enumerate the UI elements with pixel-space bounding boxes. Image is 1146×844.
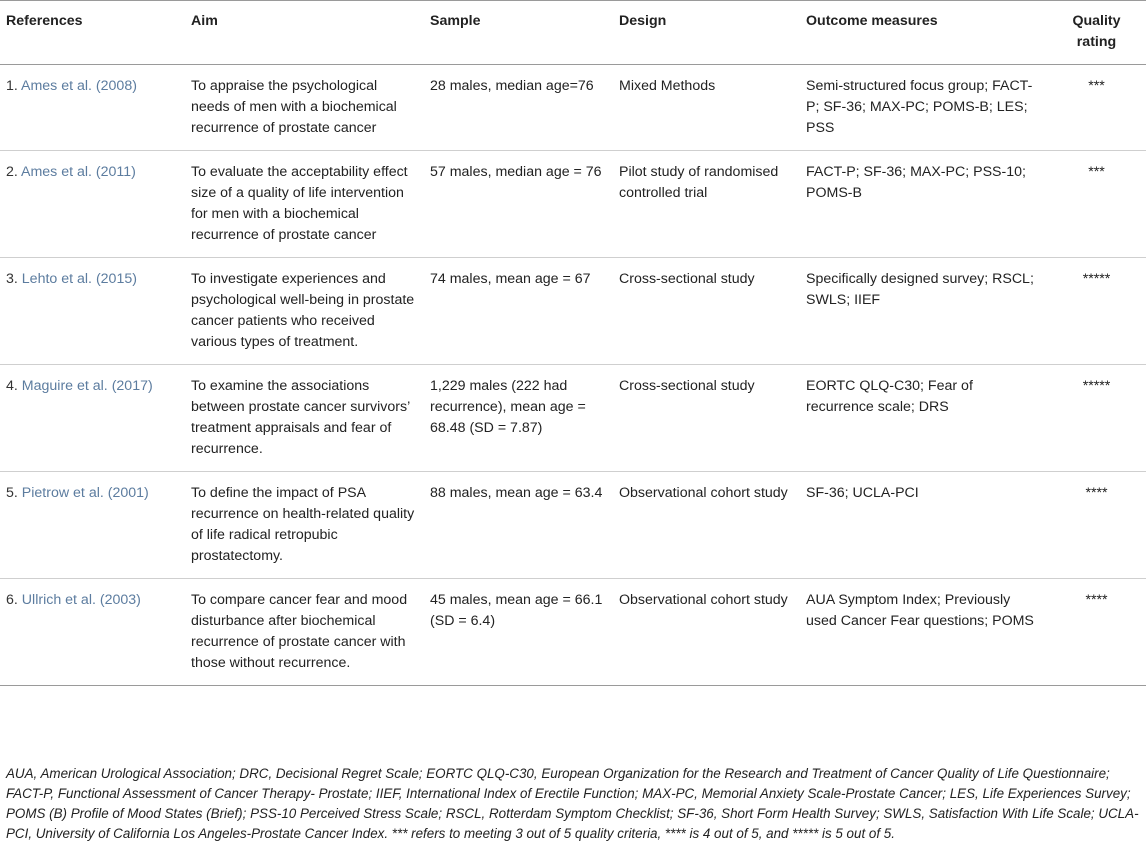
- cell-reference: [0, 151, 185, 258]
- cell-aim: To appraise the psychological needs of men with a biochemical recurrence of prostate cancer: [185, 65, 424, 151]
- cell-aim: To compare cancer fear and mood disturbance after biochemical recurrence of prostate cancer with those without recurrence.: [185, 579, 424, 686]
- cell-design: Cross-sectional study: [613, 365, 800, 472]
- cell-rating: *****: [1047, 365, 1146, 472]
- cell-rating: *****: [1047, 258, 1146, 365]
- cell-rating: ****: [1047, 472, 1146, 579]
- cell-sample: 74 males, mean age = 67: [424, 258, 613, 365]
- header-design: Design: [613, 1, 800, 65]
- row-number: 2.: [6, 164, 18, 180]
- row-number: 1.: [6, 78, 18, 94]
- row-number: 3.: [6, 271, 18, 287]
- cell-sample: 88 males, mean age = 63.4: [424, 472, 613, 579]
- table-row: [0, 365, 1146, 472]
- table-footnote: AUA, American Urological Association; DRC, Decisional Regret Scale; EORTC QLQ-C30, European Organization for the Research and Treatment of Cancer Quality of Life Questionnaire; FACT-P, Functional Assessment of Cancer Therapy- Prostate; IIEF, International Index of Erectile Function; MAX-PC, Memorial Anxiety Scale-Prostate Cancer; LES, Life Experiences Survey; POMS (B) Profile of Mood States (Brief); PSS-10 Perceived Stress Scale; RSCL, Rotterdam Symptom Checklist; SF-36, Short Form Health Survey; SWLS, Satisfaction With Life Scale; UCLA-PCI, University of California Los Angeles-Prostate Cancer Index. *** refers to meeting 3 out of 5 quality criteria, **** is 4 out of 5, and ***** is 5 out of 5.: [6, 766, 1139, 841]
- cell-outcomes: AUA Symptom Index; Previously used Cancer Fear questions; POMS: [800, 579, 1047, 686]
- citation-link[interactable]: Ullrich et al. (2003): [21, 592, 141, 608]
- cell-rating: ***: [1047, 151, 1146, 258]
- row-number: 4.: [6, 378, 18, 394]
- header-sample: Sample: [424, 1, 613, 65]
- cell-reference: [0, 472, 185, 579]
- cell-reference: [0, 258, 185, 365]
- cell-aim: To examine the associations between prostate cancer survivors’ treatment appraisals and fear of recurrence.: [185, 365, 424, 472]
- cell-rating: ****: [1047, 579, 1146, 686]
- cell-outcomes: EORTC QLQ-C30; Fear of recurrence scale; DRS: [800, 365, 1047, 472]
- cell-design: Mixed Methods: [613, 65, 800, 151]
- row-number: 6.: [6, 592, 18, 608]
- cell-rating: ***: [1047, 65, 1146, 151]
- citation-link[interactable]: Ames et al. (2011): [21, 164, 136, 180]
- table-header: [0, 1, 1146, 65]
- citation-link[interactable]: Pietrow et al. (2001): [21, 485, 149, 501]
- cell-outcomes: Specifically designed survey; RSCL; SWLS; IIEF: [800, 258, 1047, 365]
- header-aim: Aim: [185, 1, 424, 65]
- cell-sample: 57 males, median age = 76: [424, 151, 613, 258]
- cell-design: Observational cohort study: [613, 472, 800, 579]
- cell-aim: To define the impact of PSA recurrence on health-related quality of life radical retropubic prostatectomy.: [185, 472, 424, 579]
- cell-sample: 28 males, median age=76: [424, 65, 613, 151]
- row-number: 5.: [6, 485, 18, 501]
- cell-design: Observational cohort study: [613, 579, 800, 686]
- header-references: References: [0, 1, 185, 65]
- table-row: [0, 579, 1146, 686]
- cell-reference: [0, 65, 185, 151]
- table-row: [0, 151, 1146, 258]
- header-outcome-measures: Outcome measures: [800, 1, 1047, 65]
- citation-link[interactable]: Ames et al. (2008): [21, 78, 137, 94]
- cell-design: Cross-sectional study: [613, 258, 800, 365]
- cell-outcomes: SF-36; UCLA-PCI: [800, 472, 1047, 579]
- cell-aim: To evaluate the acceptability effect size of a quality of life intervention for men with a biochemical recurrence of prostate cancer: [185, 151, 424, 258]
- table-body: [0, 65, 1146, 686]
- header-row: [0, 1, 1146, 65]
- cell-sample: 1,229 males (222 had recurrence), mean age = 68.48 (SD = 7.87): [424, 365, 613, 472]
- cell-reference: [0, 365, 185, 472]
- header-quality-rating: Quality rating: [1047, 1, 1146, 65]
- cell-outcomes: Semi-structured focus group; FACT-P; SF-36; MAX-PC; POMS-B; LES; PSS: [800, 65, 1047, 151]
- table-row: [0, 65, 1146, 151]
- citation-link[interactable]: Lehto et al. (2015): [21, 271, 137, 287]
- table-row: [0, 258, 1146, 365]
- cell-design: Pilot study of randomised controlled trial: [613, 151, 800, 258]
- cell-aim: To investigate experiences and psychological well-being in prostate cancer patients who received various types of treatment.: [185, 258, 424, 365]
- table-row: [0, 472, 1146, 579]
- cell-outcomes: FACT-P; SF-36; MAX-PC; PSS-10; POMS-B: [800, 151, 1047, 258]
- citation-link[interactable]: Maguire et al. (2017): [21, 378, 153, 394]
- cell-reference: [0, 579, 185, 686]
- cell-sample: 45 males, mean age = 66.1 (SD = 6.4): [424, 579, 613, 686]
